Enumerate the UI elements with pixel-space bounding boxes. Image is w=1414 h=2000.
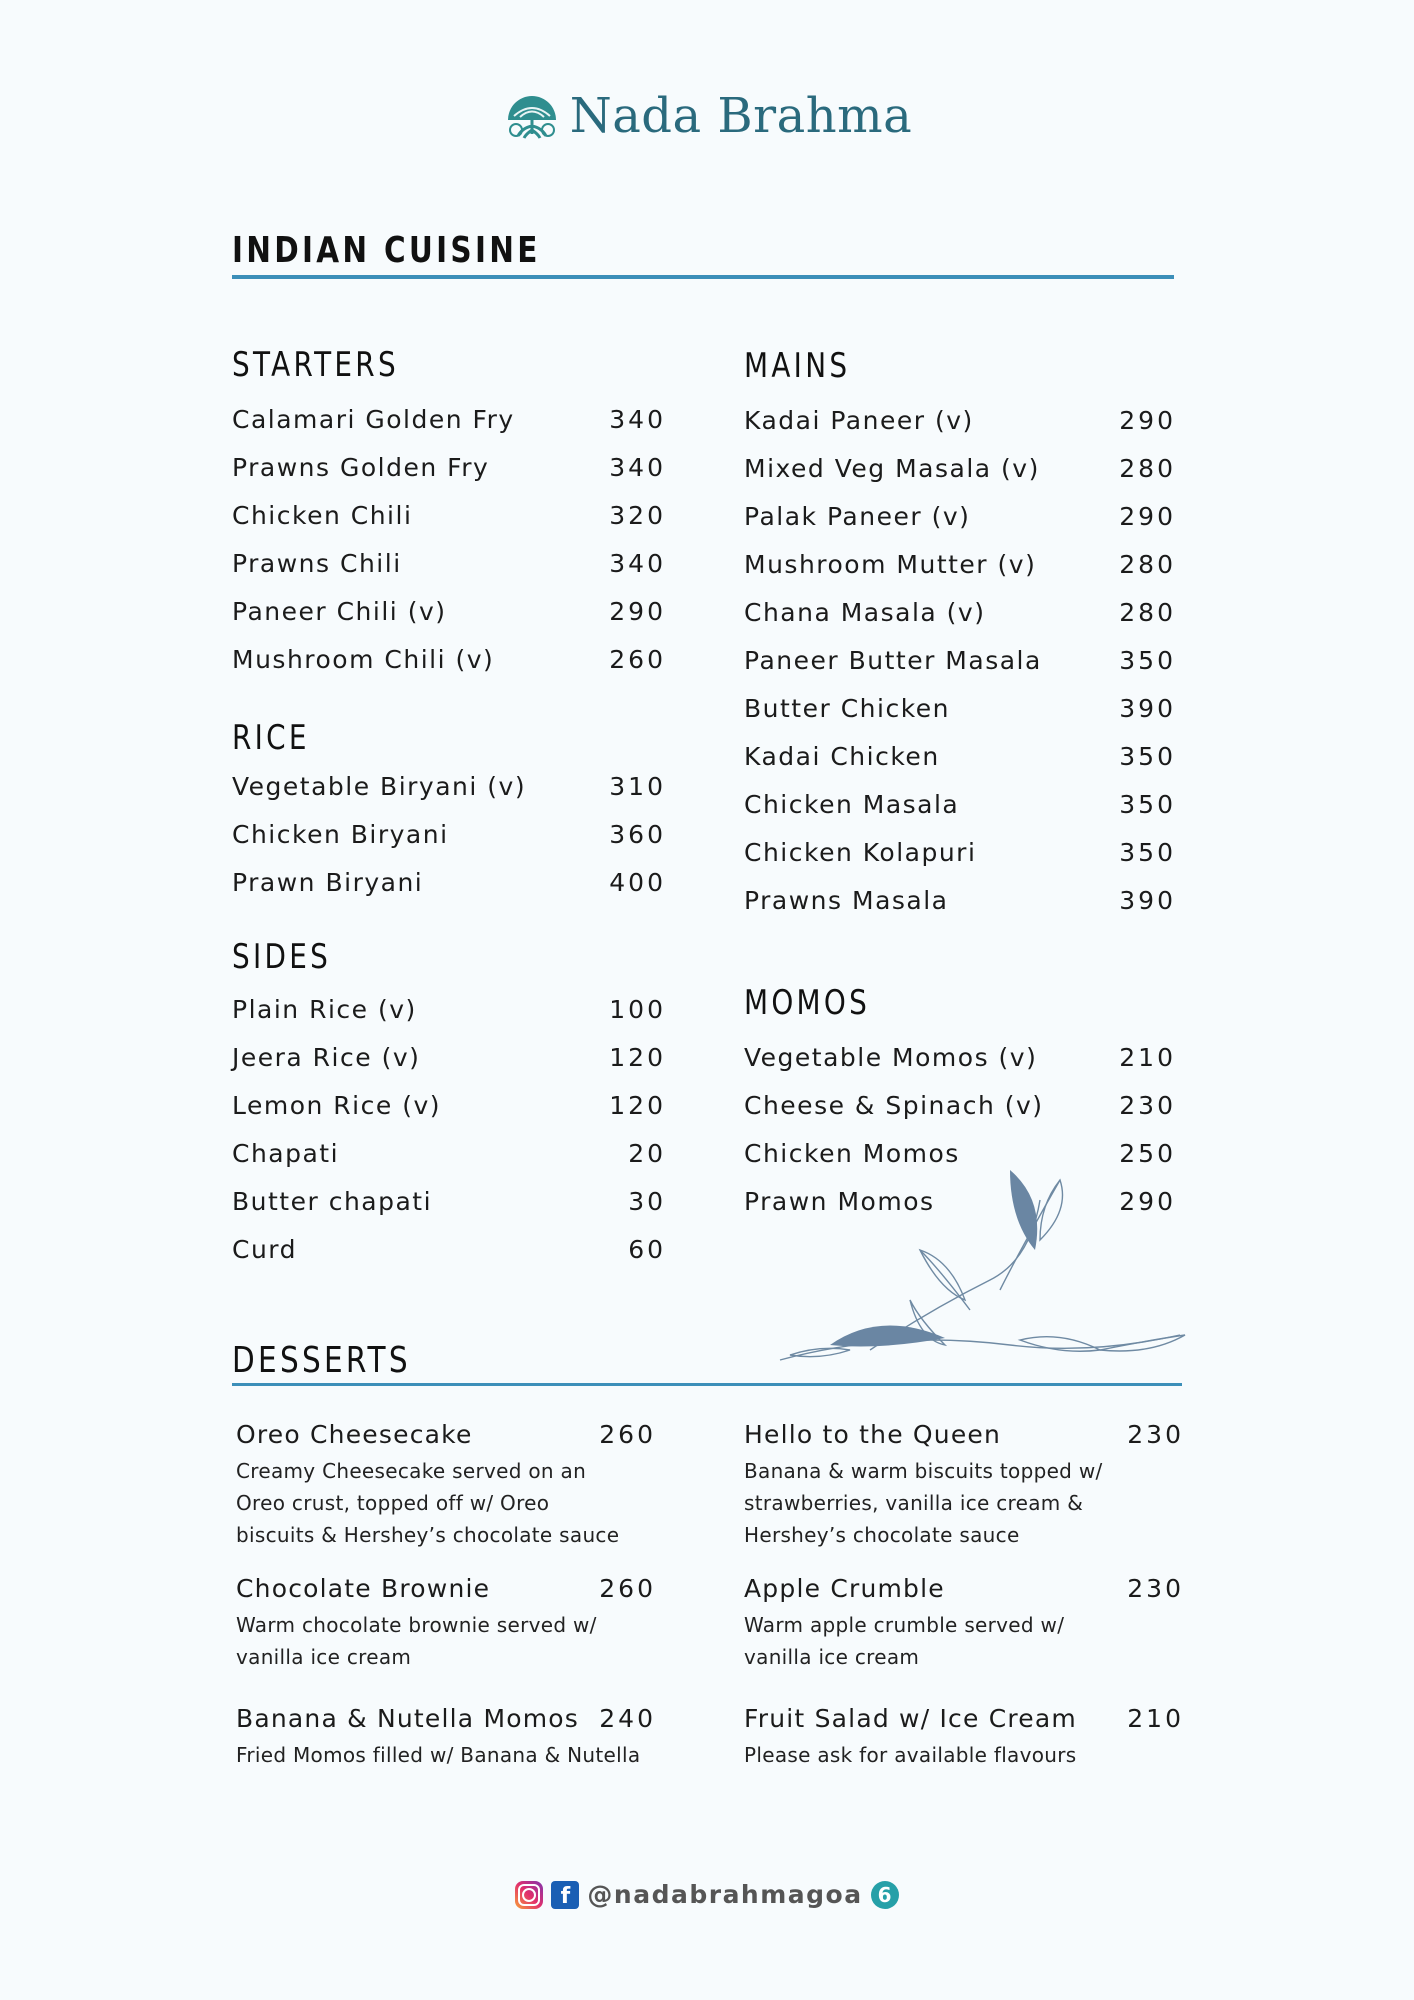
- social-footer: [0, 1880, 1414, 1909]
- menu-item: Prawn Biryani 400: [232, 867, 666, 897]
- dessert-price: 260: [599, 1574, 656, 1603]
- dessert-item: [744, 1574, 1184, 1673]
- dessert-name: Banana & Nutella Momos: [236, 1704, 580, 1733]
- menu-item: Chicken Biryani 360: [232, 819, 666, 849]
- menu-item: Chicken Chili 320: [232, 500, 666, 530]
- menu-item: Mushroom Chili (v) 260: [232, 644, 666, 674]
- menu-item: Paneer Chili (v) 290: [232, 596, 666, 626]
- menu-item: Prawn Momos 290: [744, 1186, 1176, 1216]
- menu-item: Chicken Momos 250: [744, 1138, 1176, 1168]
- menu-item: Vegetable Biryani (v) 310: [232, 771, 666, 801]
- dessert-item: [744, 1704, 1184, 1771]
- menu-item: Vegetable Momos (v) 210: [744, 1042, 1176, 1072]
- menu-item: Curd 60: [232, 1234, 666, 1264]
- menu-item: Lemon Rice (v) 120: [232, 1090, 666, 1120]
- dessert-item: [236, 1704, 656, 1771]
- dessert-price: 260: [599, 1420, 656, 1449]
- dessert-price: 240: [599, 1704, 656, 1733]
- dessert-item: [236, 1420, 656, 1551]
- dessert-description: Creamy Cheesecake served on an Oreo crust, topped off w/ Oreo biscuits & Hershey’s chocolate sauce: [236, 1459, 620, 1547]
- menu-item: Mushroom Mutter (v) 280: [744, 549, 1176, 579]
- dessert-description: Warm chocolate brownie served w/ vanilla ice cream: [236, 1613, 597, 1669]
- leaves-illustration: [770, 1160, 1190, 1380]
- starters-heading: STARTERS: [232, 345, 399, 385]
- menu-item: Kadai Chicken 350: [744, 741, 1176, 771]
- menu-item: Kadai Paneer (v) 290: [744, 405, 1176, 435]
- dessert-description: Please ask for available flavours: [744, 1743, 1077, 1767]
- tree-logo-icon: [502, 90, 562, 142]
- menu-item: Prawns Masala 390: [744, 885, 1176, 915]
- menu-item: Prawns Golden Fry 340: [232, 452, 666, 482]
- menu-item: Chana Masala (v) 280: [744, 597, 1176, 627]
- menu-item: Butter chapati 30: [232, 1186, 666, 1216]
- dessert-item: [236, 1574, 656, 1673]
- dessert-description: Fried Momos filled w/ Banana & Nutella: [236, 1743, 641, 1767]
- dessert-description: Warm apple crumble served w/ vanilla ice cream: [744, 1613, 1065, 1669]
- rice-list: [232, 762, 666, 906]
- menu-item: Chicken Masala 350: [744, 789, 1176, 819]
- dessert-name: Fruit Salad w/ Ice Cream: [744, 1704, 1077, 1733]
- momos-heading: MOMOS: [744, 983, 871, 1023]
- dessert-name: Chocolate Brownie: [236, 1574, 491, 1603]
- menu-item: Palak Paneer (v) 290: [744, 501, 1176, 531]
- dessert-name: Apple Crumble: [744, 1574, 945, 1603]
- dessert-price: 210: [1127, 1704, 1184, 1733]
- menu-item: Chicken Kolapuri 350: [744, 837, 1176, 867]
- menu-item: Paneer Butter Masala 350: [744, 645, 1176, 675]
- dessert-name: Oreo Cheesecake: [236, 1420, 473, 1449]
- mains-heading: MAINS: [744, 346, 851, 386]
- menu-item: Prawns Chili 340: [232, 548, 666, 578]
- facebook-icon[interactable]: f: [551, 1881, 579, 1909]
- menu-item: Chapati 20: [232, 1138, 666, 1168]
- menu-item: Plain Rice (v) 100: [232, 994, 666, 1024]
- dessert-name: Hello to the Queen: [744, 1420, 1002, 1449]
- menu-item: Jeera Rice (v) 120: [232, 1042, 666, 1072]
- sides-heading: SIDES: [232, 937, 332, 977]
- instagram-icon[interactable]: [515, 1881, 543, 1909]
- dessert-item: [744, 1420, 1184, 1551]
- brand-name: Nada Brahma: [569, 88, 913, 144]
- rice-heading: RICE: [232, 718, 310, 758]
- title-divider: [232, 275, 1174, 279]
- social-handle[interactable]: @nadabrahmagoa: [587, 1880, 863, 1909]
- brand-header: [0, 88, 1414, 144]
- desserts-heading: DESSERTS: [232, 1340, 411, 1381]
- mains-list: [744, 396, 1176, 924]
- desserts-divider: [232, 1383, 1182, 1386]
- menu-item: Cheese & Spinach (v) 230: [744, 1090, 1176, 1120]
- six-badge-icon: 6: [871, 1881, 899, 1909]
- menu-item: Mixed Veg Masala (v) 280: [744, 453, 1176, 483]
- dessert-description: Banana & warm biscuits topped w/ strawberries, vanilla ice cream & Hershey’s chocolate sauce: [744, 1459, 1103, 1547]
- page-title: INDIAN CUISINE: [232, 230, 541, 271]
- dessert-price: 230: [1127, 1420, 1184, 1449]
- starters-list: [232, 395, 666, 683]
- dessert-price: 230: [1127, 1574, 1184, 1603]
- sides-list: [232, 985, 666, 1273]
- menu-item: Calamari Golden Fry 340: [232, 404, 666, 434]
- menu-item: Butter Chicken 390: [744, 693, 1176, 723]
